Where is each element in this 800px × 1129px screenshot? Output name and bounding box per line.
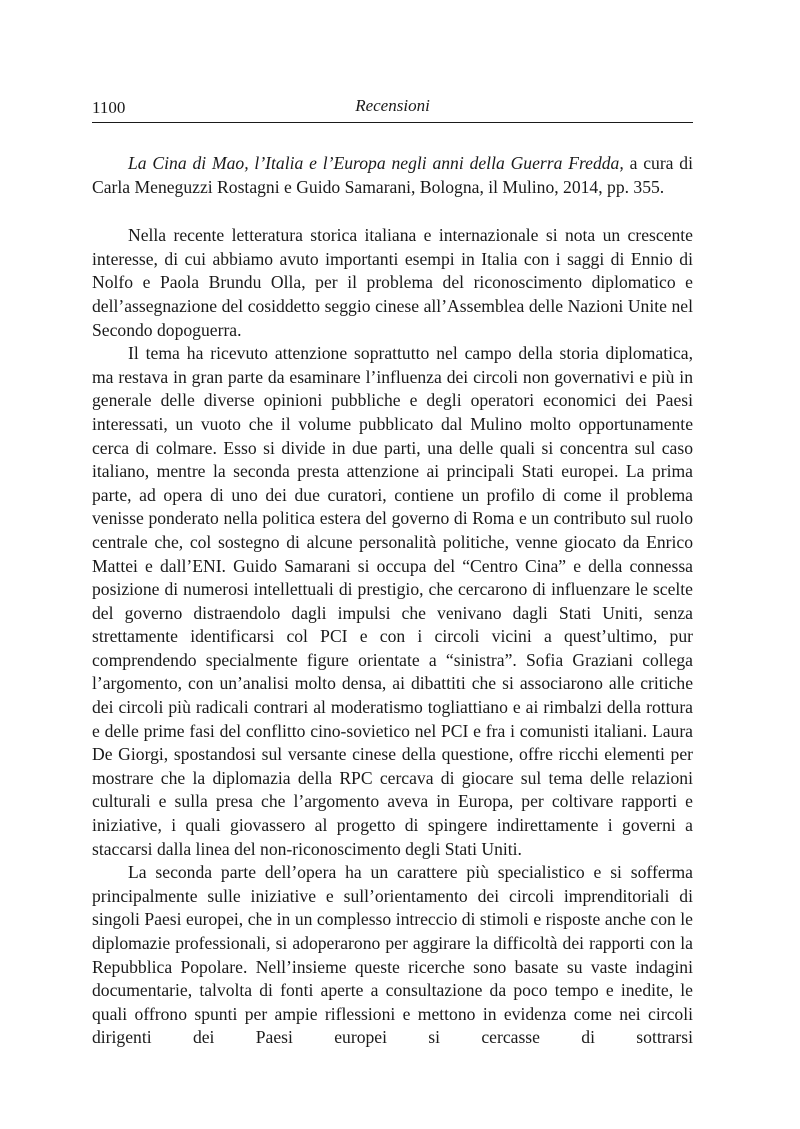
- page-number: 1100: [92, 98, 126, 117]
- page-header: [92, 90, 693, 123]
- paragraph-2: Il tema ha ricevuto attenzione soprattutto nel campo della storia diplomatica, ma restava in gran parte da esaminare l’influenza dei circoli non governativi e più in generale delle diverse opinioni pubbliche e degli operatori economici dei Paesi interessati, un vuoto che il volume pubblicato dal Mulino molto opportunamente cerca di colmare. Esso si divide in due parti, una delle quali si concentra sul caso italiano, mentre la seconda presta attenzione ai principali Stati europei. La prima parte, ad opera di uno dei due curatori, contiene un profilo di come il problema venisse ponderato nella politica estera del governo di Roma e un contributo sul ruolo centrale che, col sostegno di alcune personalità politiche, venne giocato da Enrico Mattei e dall’ENI. Guido Samarani si occupa del “Centro Cina” e della connessa posizione di numerosi intellettuali di prestigio, che cercarono di influenzare le scelte del governo distraendolo dagli impulsi che venivano dagli Stati Uniti, senza strettamente identificarsi col PCI e con i circoli vicini a quest’ultimo, pur comprendendo specialmente figure orientate a “sinistra”. Sofia Graziani collega l’argomento, con un’analisi molto densa, ai dibattiti che si associarono alle critiche dei circoli più radicali contrari al moderatismo togliattiano e ai rimbalzi della rottura e delle prime fasi del conflitto cino-sovietico nel PCI e fra i comunisti italiani. Laura De Giorgi, spostandosi sul versante cinese della questione, offre ricchi elementi per mostrare che la diplomazia della RPC cercava di giocare sul tema delle relazioni culturali e sulla presa che l’argomento aveva in Europa, per coltivare rapporti e iniziative, i quali giovassero al progetto di spingere indirettamente i governi a staccarsi dalla linea del non-riconoscimento degli Stati Uniti.: [92, 343, 693, 859]
- running-head: Recensioni: [355, 96, 430, 115]
- book-details: a cura di Carla Meneguzzi Rostagni e Guido Samarani, Bologna, il Mulino, 2014, pp. 355.: [92, 153, 693, 197]
- book-citation: [92, 152, 693, 199]
- paragraph-3: La seconda parte dell’opera ha un carattere più specialistico e si sofferma principalmente sulle iniziative e sull’orientamento dei circoli imprenditoriali di singoli Paesi europei, che in un complesso intreccio di stimoli e risposte anche con le diplomazie professionali, si adoperarono per aggirare la difficoltà dei rapporti con la Repubblica Popolare. Nell’insieme queste ricerche sono basate su vaste indagini documentarie, talvolta di fonti aperte a consultazione da poco tempo e inedite, le quali offrono spunti per ampie riflessioni e mettono in evidenza come nei circoli dirigenti dei Paesi europei si cercasse di sottrarsi: [92, 862, 693, 1048]
- review-body: [92, 152, 693, 1050]
- paragraph-1: Nella recente letteratura storica italiana e internazionale si nota un crescente interesse, di cui abbiamo avuto importanti esempi in Italia con i saggi di Ennio di Nolfo e Paola Brundu Olla, per il problema del riconoscimento diplomatico e dell’assegnazione del cosiddetto seggio cinese all’Assemblea delle Nazioni Unite nel Secondo dopoguerra.: [92, 225, 693, 340]
- book-title: La Cina di Mao, l’Italia e l’Europa negli anni della Guerra Fredda,: [128, 153, 624, 173]
